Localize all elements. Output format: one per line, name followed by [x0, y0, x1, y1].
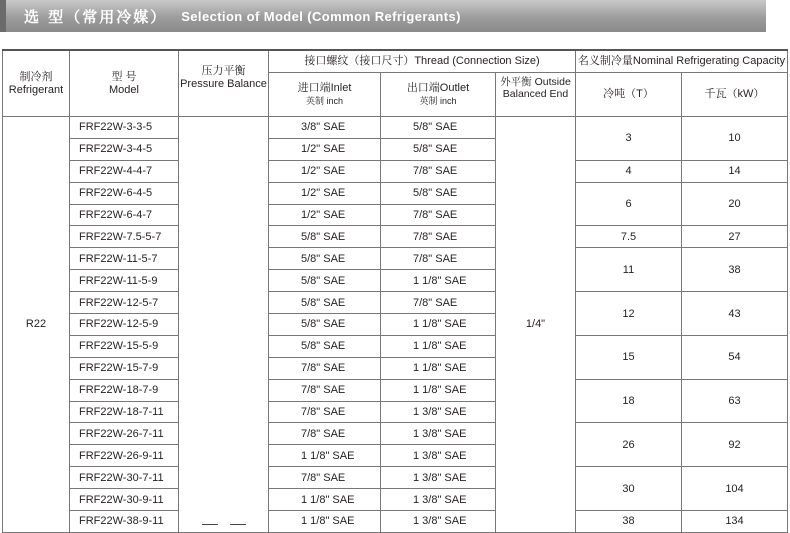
outlet-cell: 5/8" SAE	[381, 138, 496, 160]
header-model-cn: 型 号	[111, 70, 137, 83]
header-pressure-balance-en: Pressure Balance	[180, 78, 267, 90]
table-row	[3, 160, 788, 182]
capacity-tons-cell: 11	[576, 248, 682, 292]
capacity-tons-cell: 30	[576, 467, 682, 511]
header-inlet-label: 进口端Inlet	[297, 82, 352, 94]
inlet-cell: 1 1/8" SAE	[269, 511, 381, 533]
inlet-cell: 7/8" SAE	[269, 467, 381, 489]
header-balanced-end-en1: Outside	[534, 76, 571, 88]
capacity-tons-cell: 38	[576, 511, 682, 533]
header-model-en: Model	[109, 83, 139, 96]
model-cell: FRF22W-3-3-5	[70, 117, 179, 139]
model-cell: FRF22W-18-7-9	[70, 379, 179, 401]
inlet-cell: 7/8" SAE	[269, 423, 381, 445]
outlet-cell: 7/8" SAE	[381, 160, 496, 182]
capacity-tons-cell: 15	[576, 335, 682, 379]
inlet-cell: 5/8" SAE	[269, 270, 381, 292]
capacity-kw-cell: 63	[682, 379, 788, 423]
capacity-kw-cell: 104	[682, 467, 788, 511]
capacity-kw-cell: 43	[682, 292, 788, 336]
capacity-kw-cell: 54	[682, 335, 788, 379]
table-body	[3, 117, 788, 533]
pressure-balance-cell	[179, 117, 269, 533]
outlet-cell: 1 1/8" SAE	[381, 379, 496, 401]
header-inlet	[269, 73, 381, 117]
model-cell: FRF22W-38-9-11	[70, 511, 179, 533]
header-pressure-balance	[179, 50, 269, 117]
capacity-kw-cell: 38	[682, 248, 788, 292]
capacity-kw-cell: 92	[682, 423, 788, 467]
pressure-balance-dash	[202, 524, 218, 525]
outlet-cell: 1 3/8" SAE	[381, 489, 496, 511]
capacity-kw-cell: 10	[682, 117, 788, 161]
outlet-cell: 7/8" SAE	[381, 204, 496, 226]
capacity-tons-cell: 7.5	[576, 226, 682, 248]
model-cell: FRF22W-7.5-5-7	[70, 226, 179, 248]
inlet-cell: 5/8" SAE	[269, 248, 381, 270]
header-balanced-end-cn: 外平衡	[500, 76, 532, 88]
header-outlet-label: 出口端Outlet	[406, 82, 470, 94]
outlet-cell: 1 3/8" SAE	[381, 511, 496, 533]
table-row	[3, 467, 788, 489]
inlet-cell: 5/8" SAE	[269, 335, 381, 357]
inlet-cell: 1/2" SAE	[269, 138, 381, 160]
header-model	[70, 50, 179, 117]
inlet-cell: 5/8" SAE	[269, 314, 381, 336]
outlet-cell: 1 3/8" SAE	[381, 423, 496, 445]
inlet-cell: 5/8" SAE	[269, 226, 381, 248]
outlet-cell: 1 1/8" SAE	[381, 335, 496, 357]
table-row	[3, 292, 788, 314]
model-selection-table	[2, 49, 788, 533]
model-cell: FRF22W-11-5-7	[70, 248, 179, 270]
header-refrigerant	[3, 50, 70, 117]
refrigerant-cell: R22	[3, 117, 70, 533]
section-banner	[0, 0, 766, 32]
inlet-cell: 7/8" SAE	[269, 401, 381, 423]
capacity-tons-cell: 12	[576, 292, 682, 336]
outlet-cell: 5/8" SAE	[381, 117, 496, 139]
outlet-cell: 7/8" SAE	[381, 248, 496, 270]
header-kw: 千瓦（kW）	[682, 73, 788, 117]
inlet-cell: 5/8" SAE	[269, 292, 381, 314]
outlet-cell: 7/8" SAE	[381, 226, 496, 248]
model-cell: FRF22W-30-7-11	[70, 467, 179, 489]
header-refrigerant-cn: 制冷剂	[19, 70, 53, 83]
model-cell: FRF22W-4-4-7	[70, 160, 179, 182]
inlet-cell: 7/8" SAE	[269, 357, 381, 379]
header-capacity: 名义制冷量Nominal Refrigerating Capacity	[576, 50, 788, 73]
model-cell: FRF22W-6-4-7	[70, 204, 179, 226]
capacity-tons-cell: 26	[576, 423, 682, 467]
table-row	[3, 226, 788, 248]
header-outlet	[381, 73, 496, 117]
header-tons: 冷吨（T）	[576, 73, 682, 117]
model-cell: FRF22W-6-4-5	[70, 182, 179, 204]
inlet-cell: 1/2" SAE	[269, 160, 381, 182]
outlet-cell: 1 1/8" SAE	[381, 270, 496, 292]
capacity-kw-cell: 14	[682, 160, 788, 182]
pressure-balance-dash	[230, 524, 246, 525]
capacity-kw-cell: 134	[682, 511, 788, 533]
inlet-cell: 1/2" SAE	[269, 182, 381, 204]
balanced-end-cell: 1/4"	[496, 117, 576, 533]
table-row	[3, 423, 788, 445]
capacity-tons-cell: 6	[576, 182, 682, 226]
model-cell: FRF22W-26-7-11	[70, 423, 179, 445]
table-row	[3, 379, 788, 401]
model-cell: FRF22W-15-5-9	[70, 335, 179, 357]
inlet-cell: 3/8" SAE	[269, 117, 381, 139]
banner-title-en: Selection of Model (Common Refrigerants)	[181, 8, 461, 24]
inlet-cell: 1/2" SAE	[269, 204, 381, 226]
outlet-cell: 5/8" SAE	[381, 182, 496, 204]
model-cell: FRF22W-26-9-11	[70, 445, 179, 467]
model-cell: FRF22W-3-4-5	[70, 138, 179, 160]
model-cell: FRF22W-12-5-9	[70, 314, 179, 336]
header-refrigerant-en: Refrigerant	[8, 83, 64, 96]
inlet-cell: 7/8" SAE	[269, 379, 381, 401]
header-pressure-balance-cn: 压力平衡	[201, 65, 246, 77]
inlet-cell: 1 1/8" SAE	[269, 489, 381, 511]
header-balanced-end-en2: Balanced End	[502, 88, 569, 100]
model-cell: FRF22W-11-5-9	[70, 270, 179, 292]
model-cell: FRF22W-18-7-11	[70, 401, 179, 423]
model-cell: FRF22W-15-7-9	[70, 357, 179, 379]
header-outlet-unit: 英制 inch	[419, 96, 457, 106]
model-cell: FRF22W-12-5-7	[70, 292, 179, 314]
capacity-kw-cell: 27	[682, 226, 788, 248]
header-thread: 接口螺纹（接口尺寸）Thread (Connection Size)	[269, 50, 576, 73]
table-row	[3, 117, 788, 139]
table-row	[3, 182, 788, 204]
header-inlet-unit: 英制 inch	[305, 96, 343, 106]
outlet-cell: 1 3/8" SAE	[381, 445, 496, 467]
outlet-cell: 1 3/8" SAE	[381, 467, 496, 489]
inlet-cell: 1 1/8" SAE	[269, 445, 381, 467]
banner-title-cn: 选 型（常用冷媒）	[24, 7, 168, 26]
outlet-cell: 7/8" SAE	[381, 292, 496, 314]
table-row	[3, 511, 788, 533]
outlet-cell: 1 1/8" SAE	[381, 357, 496, 379]
capacity-kw-cell: 20	[682, 182, 788, 226]
capacity-tons-cell: 3	[576, 117, 682, 161]
capacity-tons-cell: 18	[576, 379, 682, 423]
outlet-cell: 1 3/8" SAE	[381, 401, 496, 423]
header-balanced-end	[496, 73, 576, 117]
outlet-cell: 1 1/8" SAE	[381, 314, 496, 336]
table-row	[3, 248, 788, 270]
model-cell: FRF22W-30-9-11	[70, 489, 179, 511]
capacity-tons-cell: 4	[576, 160, 682, 182]
table-row	[3, 335, 788, 357]
banner-accent-bar	[0, 0, 6, 32]
